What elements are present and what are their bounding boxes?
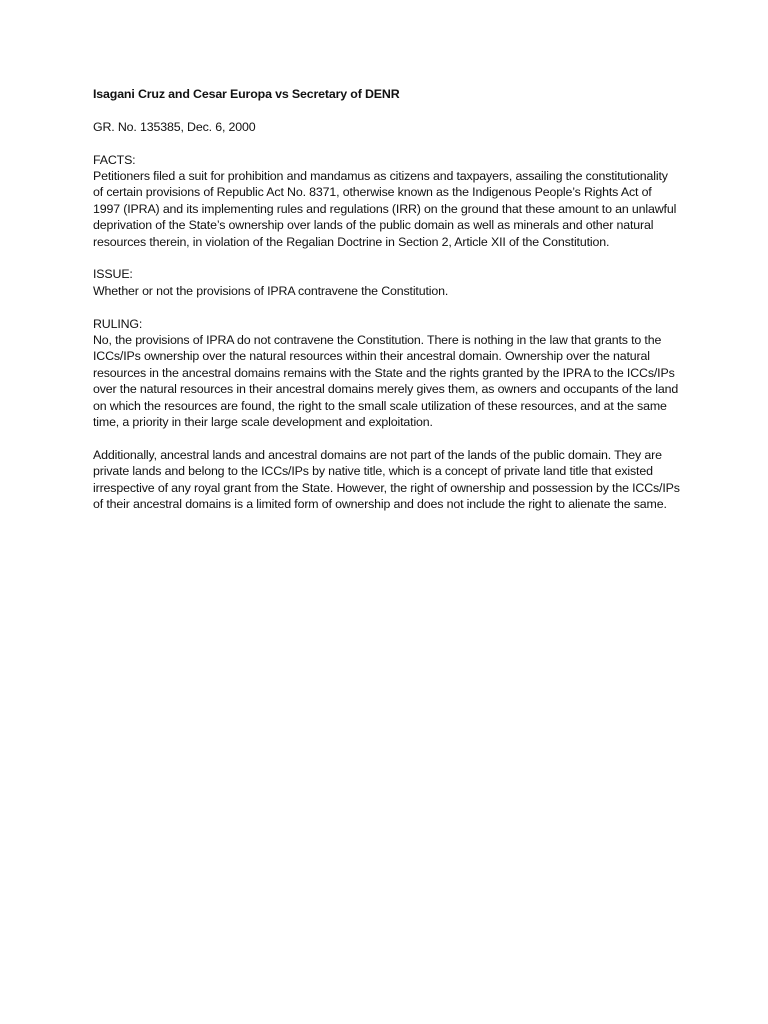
document-body xyxy=(93,86,681,512)
ruling-paragraph-2: Additionally, ancestral lands and ancestral domains are not part of the lands of the public domain. They are private lands and belong to the ICCs/IPs by native title, which is a concept of private land title that existed irrespective of any royal grant from the State. However, the right of ownership and possession by the ICCs/IPs of their ancestral domains is a limited form of ownership and does not include the right to alienate the same. xyxy=(93,447,680,512)
issue-paragraph: Whether or not the provisions of IPRA contravene the Constitution. xyxy=(93,283,449,298)
issue-heading: ISSUE: xyxy=(93,267,133,282)
case-title: Isagani Cruz and Cesar Europa vs Secretary of DENR xyxy=(93,87,400,101)
facts-heading: FACTS: xyxy=(93,152,136,167)
issue-section xyxy=(93,266,681,299)
ruling-heading: RULING: xyxy=(93,316,143,331)
ruling-paragraph-1: No, the provisions of IPRA do not contravene the Constitution. There is nothing in the law that grants to the ICCs/IPs ownership over the natural resources within their ancestral domain. Ownership over the natural resources in the ancestral domains remains with the State and the rights granted by the IPRA to the ICCs/IPs over the natural resources in their ancestral domains merely gives them, as owners and occupants of the land on which the resources are found, the right to the small scale utilization of these resources, and at the same time, a priority in their large scale development and exploitation. xyxy=(93,333,679,430)
facts-section xyxy=(93,152,681,250)
facts-paragraph: Petitioners filed a suit for prohibition and mandamus as citizens and taxpayers, assailing the constitutionality of certain provisions of Republic Act No. 8371, otherwise known as the Indigenous People’s Rights Act of 1997 (IPRA) and its implementing rules and regulations (IRR) on the ground that these amount to an unlawful deprivation of the State’s ownership over lands of the public domain as well as minerals and other natural resources therein, in violation of the Regalian Doctrine in Section 2, Article XII of the Constitution. xyxy=(93,169,677,249)
case-number: GR. No. 135385, Dec. 6, 2000 xyxy=(93,119,256,134)
ruling-section xyxy=(93,316,681,513)
